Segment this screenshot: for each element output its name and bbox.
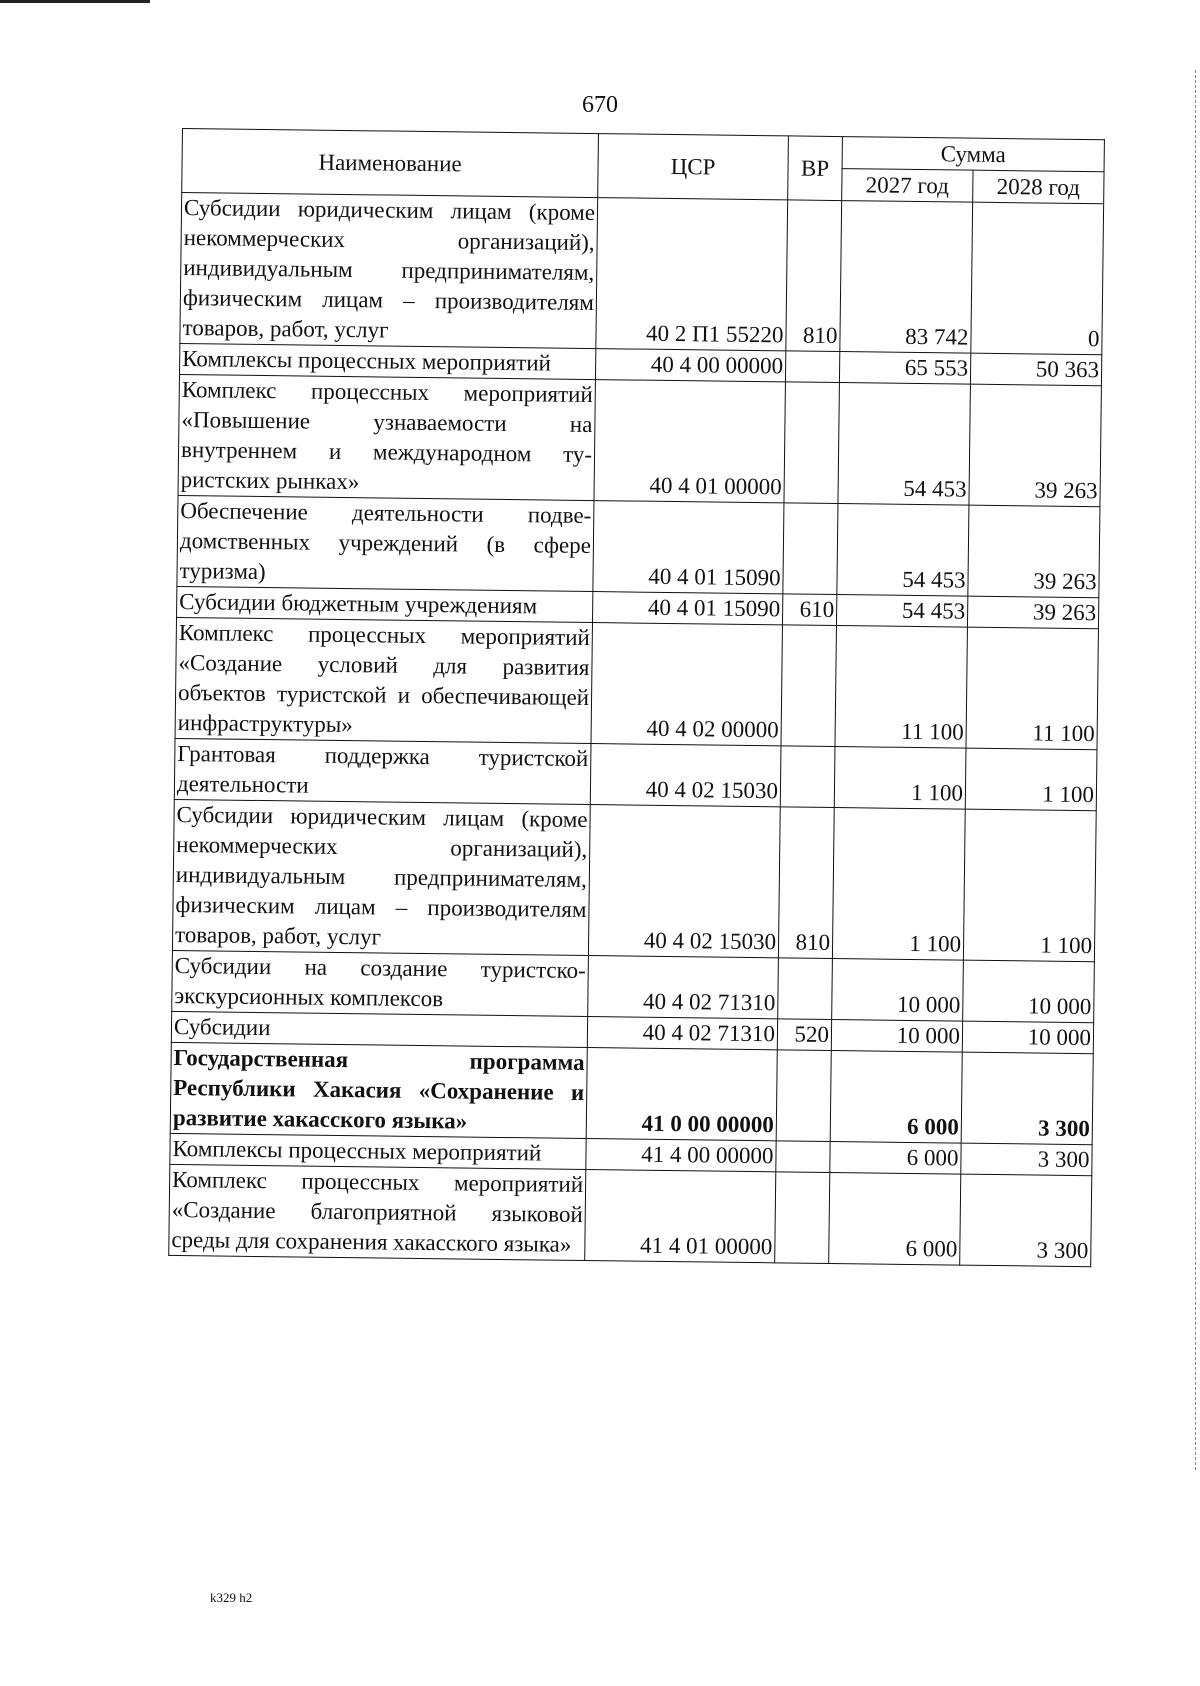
row-csr: 40 4 00 00000 (595, 349, 785, 382)
table-header (182, 129, 1105, 204)
table-row (180, 193, 1104, 355)
row-amount-2027: 65 553 (839, 352, 970, 385)
row-name: Комплекс процессных мероприятий «Создание условий для развития объектов туристской и обеспечивающей инфраструктуры» (175, 617, 592, 743)
budget-table (168, 128, 1105, 1267)
row-amount-2028: 3 300 (960, 1174, 1092, 1267)
row-csr: 40 4 02 15030 (590, 744, 781, 807)
row-name: Грантовая поддержка туристской деятельности (174, 738, 591, 804)
table-row (175, 617, 1098, 749)
header-vr: ВР (788, 136, 843, 201)
row-vr (781, 625, 836, 747)
row-vr (784, 382, 839, 504)
page-number: 670 (582, 92, 618, 118)
row-name: Комплекс процессных мероприятий «Повышение узнаваемости на внутреннем и международном туристских рынках» (178, 374, 595, 500)
row-csr: 40 4 02 71310 (588, 956, 779, 1019)
row-csr: 41 0 00 00000 (586, 1048, 777, 1141)
row-name: Государственная программа Республики Хакасия «Сохранение и развитие хакасского языка» (170, 1042, 587, 1138)
row-vr (775, 1172, 830, 1264)
row-name: Комплекс процессных мероприятий «Создание благоприятной языковой среды для сохранения хакасского языка» (169, 1164, 586, 1260)
row-amount-2027: 10 000 (832, 959, 964, 1022)
row-vr (776, 1050, 831, 1142)
footer-code: k329 h2 (210, 1590, 253, 1605)
header-year-2027: 2027 год (842, 169, 973, 203)
row-csr: 40 4 01 15090 (593, 501, 784, 594)
row-vr (783, 503, 838, 595)
row-amount-2027: 1 100 (832, 808, 965, 961)
row-amount-2027: 54 453 (837, 504, 969, 597)
row-csr: 41 4 00 00000 (586, 1139, 776, 1172)
row-vr: 810 (778, 807, 834, 959)
table-body (169, 193, 1104, 1267)
row-name: Субсидии бюджетным учреждениям (177, 586, 593, 622)
row-amount-2028: 3 300 (961, 1143, 1092, 1176)
row-name: Субсидии (171, 1011, 587, 1047)
row-csr: 40 4 02 15030 (588, 805, 780, 958)
row-csr: 40 4 02 00000 (591, 623, 782, 746)
row-vr (778, 958, 833, 1020)
header-year-2028: 2028 год (973, 170, 1104, 204)
row-amount-2028: 39 263 (968, 505, 1100, 598)
row-amount-2027: 6 000 (829, 1172, 961, 1265)
row-amount-2027: 1 100 (834, 747, 966, 810)
row-amount-2028: 3 300 (961, 1052, 1093, 1145)
row-csr: 41 4 01 00000 (585, 1170, 776, 1263)
row-amount-2027: 54 453 (836, 595, 967, 628)
row-name: Субсидии юридическим лицам (кроме некоммерческих организаций), индивидуальным предпринимателям, физическим лицам – производителям товаров, работ, услуг (180, 193, 598, 349)
row-vr: 520 (777, 1019, 831, 1051)
header-csr: ЦСР (598, 134, 789, 200)
row-amount-2028: 10 000 (962, 1021, 1093, 1054)
row-amount-2028: 11 100 (966, 627, 1098, 750)
row-vr (785, 351, 839, 383)
row-name: Обеспечение деятельности подведомственных учреждений (в сфере туризма) (177, 495, 594, 591)
row-csr: 40 4 01 00000 (594, 380, 785, 503)
row-vr: 610 (782, 594, 836, 626)
table-row (178, 374, 1101, 506)
row-amount-2028: 1 100 (965, 748, 1097, 811)
table-row (172, 799, 1096, 961)
row-amount-2028: 39 263 (967, 596, 1098, 629)
row-csr: 40 4 01 15090 (592, 592, 782, 625)
row-amount-2027: 10 000 (831, 1020, 962, 1053)
row-name: Субсидии на создание туристско-экскурсионных комплексов (172, 950, 589, 1016)
scan-edge-line (1194, 70, 1196, 1470)
row-vr (780, 746, 835, 808)
table-row (174, 738, 1097, 810)
table-row (170, 1042, 1093, 1144)
table-row (172, 950, 1095, 1022)
row-name: Комплексы процессных мероприятий (170, 1133, 586, 1169)
row-vr (776, 1141, 830, 1173)
row-amount-2027: 11 100 (835, 626, 967, 749)
row-amount-2027: 6 000 (830, 1141, 961, 1174)
table-row (169, 1164, 1092, 1266)
row-csr: 40 4 02 71310 (587, 1017, 777, 1050)
row-name: Субсидии юридическим лицам (кроме некоммерческих организаций), индивидуальным предпринимателям, физическим лицам – производителям товаров, работ, услуг (172, 799, 590, 955)
row-amount-2027: 54 453 (838, 383, 970, 506)
row-amount-2028: 50 363 (970, 353, 1101, 386)
row-amount-2028: 10 000 (963, 960, 1095, 1023)
row-amount-2028: 0 (971, 202, 1104, 355)
row-amount-2027: 6 000 (830, 1051, 962, 1144)
row-csr: 40 2 П1 55220 (596, 198, 788, 351)
header-name: Наименование (182, 129, 599, 198)
row-amount-2028: 1 100 (963, 809, 1096, 962)
row-vr: 810 (786, 200, 842, 352)
scan-edge-mark (0, 0, 150, 3)
row-amount-2027: 83 742 (840, 201, 973, 354)
table-row (177, 495, 1100, 597)
row-amount-2028: 39 263 (969, 384, 1101, 507)
header-sum: Сумма (842, 137, 1104, 172)
row-name: Комплексы процессных мероприятий (179, 343, 595, 379)
